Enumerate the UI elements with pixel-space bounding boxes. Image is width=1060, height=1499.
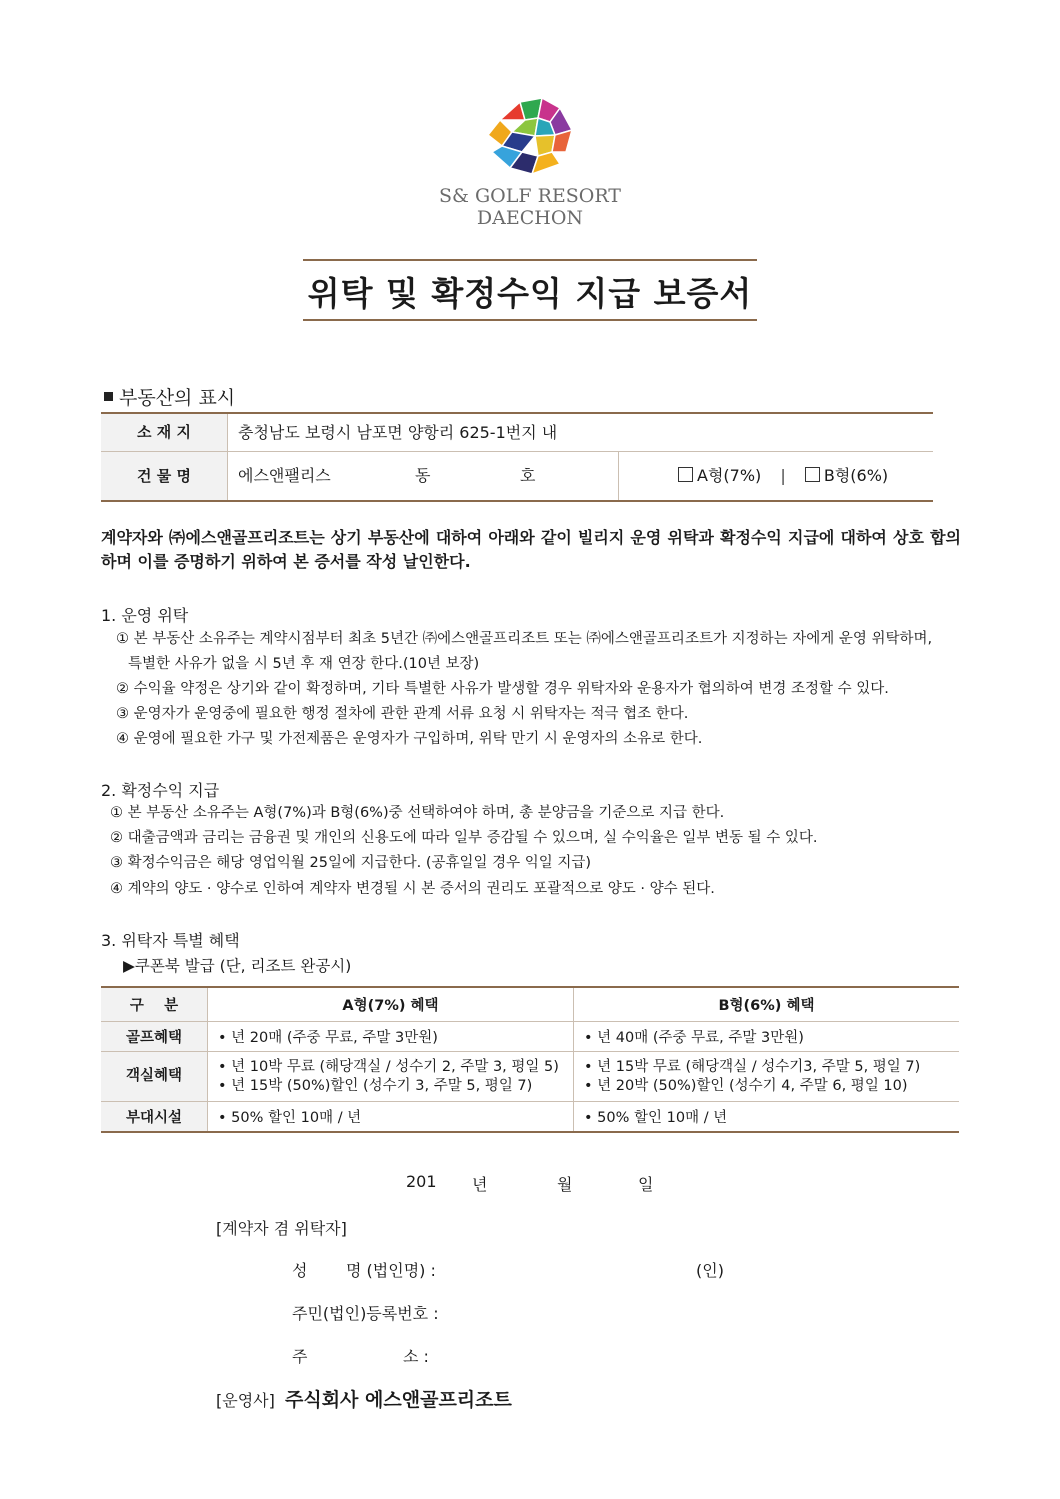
section3-sub: ▶쿠폰북 발급 (단, 리조트 완공시): [123, 957, 352, 975]
benefits-table: [101, 986, 959, 1133]
section1-item-2: ② 수익율 약정은 상기와 같이 확정하며, 기타 특별한 사유가 발생할 경우 위탁자와 운용자가 협의하여 변경 조정할 수 있다.: [116, 681, 889, 697]
room-benefit-b-line-2: • 년 20박 (50%)할인 (성수기 4, 주말 6, 평일 10): [584, 1077, 908, 1094]
section1-title: 1. 운영 위탁: [101, 606, 189, 625]
property-heading: [104, 383, 235, 410]
location-label: 소 재 지: [101, 414, 228, 451]
room-benefit-a-line-1: • 년 10박 무료 (해당객실 / 성수기 2, 주말 3, 평일 5): [218, 1058, 559, 1075]
dong-label: 동: [415, 466, 431, 485]
section2-item-2: ② 대출금액과 금리는 금융권 및 개인의 신용도에 따라 일부 증감될 수 있으며, 실 수익율은 일부 변동 될 수 있다.: [110, 830, 818, 846]
agreement-intro: 계약자와 ㈜에스앤골프리조트는 상기 부동산에 대하여 아래와 같이 빌리지 운영 위탁과 확정수익 지급에 대하여 상호 합의하며 이를 증명하기 위하여 본 증서를 작성 날인한다.: [101, 528, 961, 571]
golf-benefit-a: • 년 20매 (주중 무료, 주말 3만원): [208, 1022, 574, 1052]
contractor-label: [계약자 겸 위탁자]: [216, 1219, 347, 1238]
row-label-golf: 골프혜택: [101, 1022, 208, 1052]
title-rule-bottom: [303, 319, 757, 321]
name-label-part-1: 성: [292, 1261, 308, 1280]
golf-benefit-b: • 년 40매 (주중 무료, 주말 3만원): [574, 1022, 960, 1052]
row-label-facility: 부대시설: [101, 1102, 208, 1133]
column-divider: [618, 452, 619, 500]
section1-item-4: ④ 운영에 필요한 가구 및 가전제품은 운영자가 구입하며, 위탁 만기 시 운영자의 소유로 한다.: [116, 731, 703, 747]
resort-logo: [480, 90, 580, 180]
building-label: 건 물 명: [101, 452, 228, 500]
brand-line-1: S& GOLF RESORT: [439, 185, 621, 207]
ho-label: 호: [520, 466, 536, 485]
date-month-unit: 월: [557, 1175, 573, 1194]
seal-mark: (인): [696, 1261, 724, 1280]
section2-item-4: ④ 계약의 양도 · 양수로 인하여 계약자 변경될 시 본 증서의 권리도 포괄적으로 양도 · 양수 된다.: [110, 881, 715, 897]
room-benefit-a: [208, 1052, 574, 1102]
room-benefit-a-line-2: • 년 15박 (50%)할인 (성수기 3, 주말 5, 평일 7): [218, 1077, 533, 1094]
operator-name: 주식회사 에스앤골프리조트: [285, 1389, 512, 1411]
date-year: 201: [406, 1172, 437, 1191]
location-value: 충청남도 보령시 남포면 양항리 625-1번지 내: [238, 423, 558, 442]
section2-item-1: ① 본 부동산 소유주는 A형(7%)과 B형(6%)중 선택하여야 하며, 총 분양금을 기준으로 지급 한다.: [110, 805, 725, 821]
address-label-part-2: 소 :: [403, 1347, 429, 1366]
section1-item-1: ① 본 부동산 소유주는 계약시점부터 최초 5년간 ㈜에스앤골프리조트 또는 ㈜에스앤골프리조트가 지정하는 자에게 운영 위탁하며,: [116, 631, 933, 647]
facility-benefit-b: • 50% 할인 10매 / 년: [574, 1102, 960, 1133]
location-row: [101, 414, 933, 451]
header-type-a: A형(7%) 혜택: [208, 987, 574, 1022]
type-divider: |: [780, 466, 786, 485]
operator-label: [운영사]: [216, 1391, 275, 1410]
building-cell: [228, 452, 933, 500]
section2-item-3: ③ 확정수익금은 해당 영업익월 25일에 지급한다. (공휴일일 경우 익일 지급): [110, 855, 592, 871]
table-row: [101, 1102, 959, 1133]
section2-title: 2. 확정수익 지급: [101, 781, 220, 800]
row-label-room: 객실혜택: [101, 1052, 208, 1102]
room-benefit-b: [574, 1052, 960, 1102]
address-label-part-1: 주: [292, 1347, 308, 1366]
date-day-unit: 일: [638, 1175, 654, 1194]
title-rule-top: [303, 259, 757, 261]
table-row: [101, 1022, 959, 1052]
property-heading-text: 부동산의 표시: [119, 387, 236, 409]
section3-title: 3. 위탁자 특별 혜택: [101, 931, 240, 950]
name-label-part-2: 명 (법인명) :: [346, 1261, 436, 1280]
facility-benefit-a: • 50% 할인 10매 / 년: [208, 1102, 574, 1133]
type-selector: [678, 452, 888, 500]
benefits-header-row: [101, 987, 959, 1022]
document-title: 위탁 및 확정수익 지급 보증서: [307, 274, 753, 313]
type-a-label: A형(7%): [697, 466, 762, 485]
brand-line-2: DAECHON: [476, 207, 584, 229]
date-year-unit: 년: [472, 1175, 488, 1194]
property-table: [101, 412, 933, 502]
type-b-label: B형(6%): [823, 466, 889, 485]
type-b-checkbox[interactable]: [805, 467, 820, 482]
section1-item-1-cont: 특별한 사유가 없을 시 5년 후 재 연장 한다.(10년 보장): [128, 656, 480, 672]
table-row: [101, 1052, 959, 1102]
section1-item-3: ③ 운영자가 운영중에 필요한 행정 절차에 관한 관계 서류 요청 시 위탁자는 적극 협조 한다.: [116, 706, 689, 722]
building-name: 에스앤팰리스: [238, 466, 331, 485]
room-benefit-b-line-1: • 년 15박 무료 (해당객실 / 성수기3, 주말 5, 평일 7): [584, 1058, 921, 1075]
bullet-square-icon: [104, 392, 113, 401]
registration-label: 주민(법인)등록번호 :: [292, 1304, 439, 1323]
building-row: [101, 451, 933, 500]
header-category: 구 분: [101, 987, 208, 1022]
header-type-b: B형(6%) 혜택: [718, 998, 815, 1014]
type-a-checkbox[interactable]: [678, 467, 693, 482]
